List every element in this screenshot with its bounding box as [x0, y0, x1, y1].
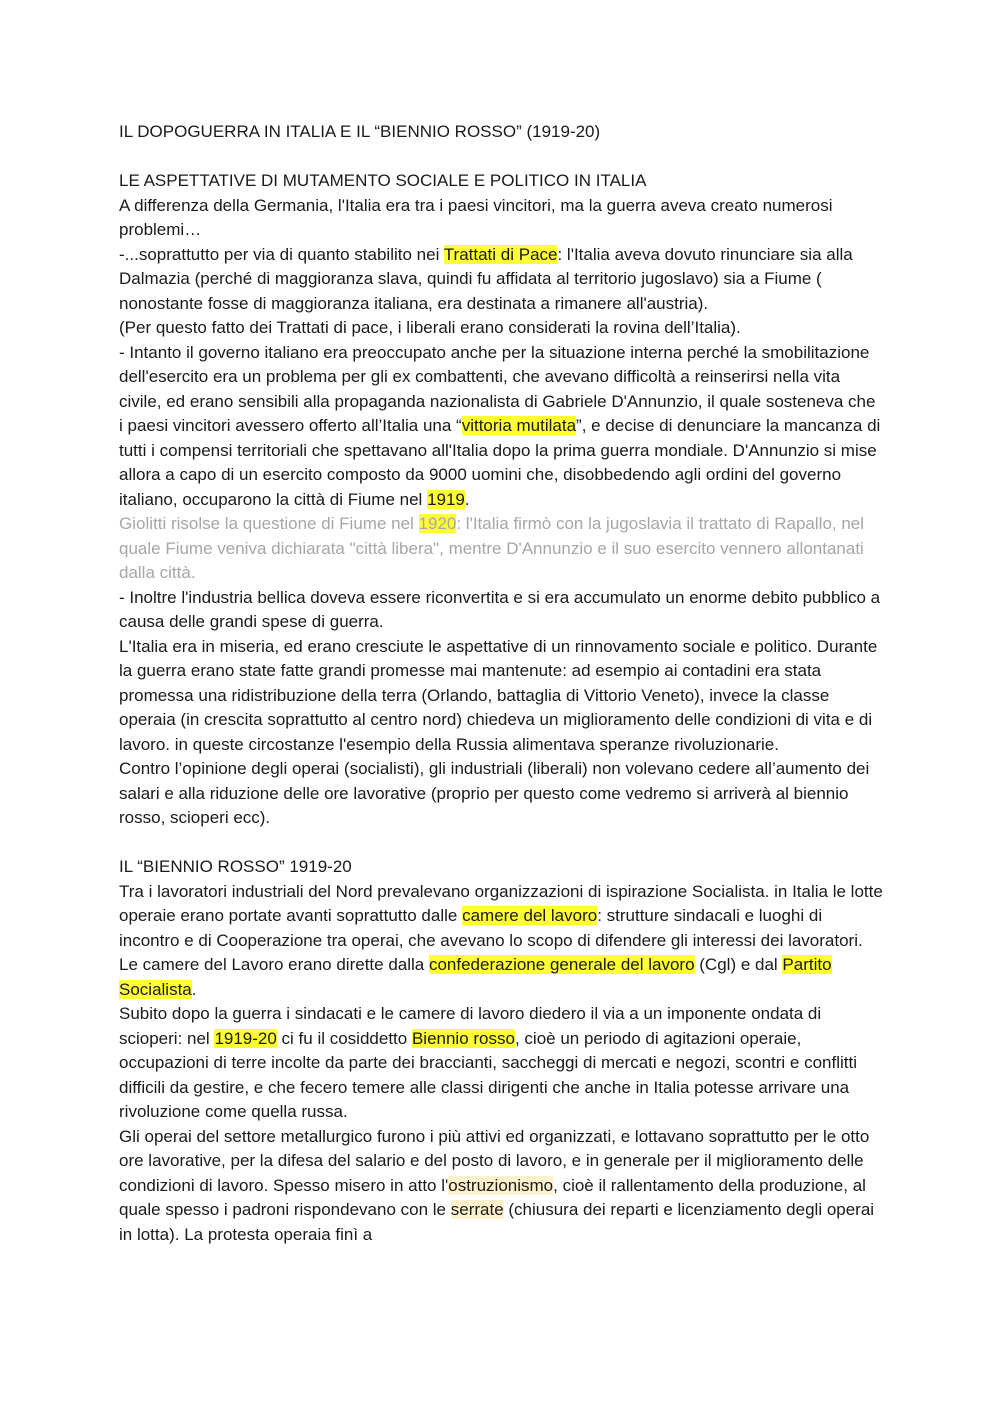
- highlighted-term: confederazione generale del lavoro: [428, 955, 695, 974]
- text-run: .: [191, 979, 197, 999]
- text-run: : l'Italia aveva dovuto rinunciare sia alla Dalmazia (perché di maggioranza slava, quindi fu affidata al territorio jugoslavo) sia a Fiume ( nonostante fosse di maggioranza italiana, era destinata a rimanere all'austria).: [119, 244, 853, 313]
- highlighted-term: 1919: [427, 489, 465, 509]
- highlighted-term: Trattati di Pace: [443, 244, 558, 264]
- highlighted-term: ostruzionismo: [448, 1175, 554, 1195]
- paragraph: - Inoltre l'industria bellica doveva essere riconvertita e si era accumulato un enorme debito pubblico a causa delle grandi spese di guerra.: [119, 587, 881, 631]
- text-run: .: [464, 489, 470, 509]
- paragraph: [119, 243, 883, 317]
- paragraph: [119, 341, 883, 513]
- paragraph: [119, 880, 883, 1003]
- document-title: IL DOPOGUERRA IN ITALIA E IL “BIENNIO ROSSO” (1919-20): [119, 122, 601, 141]
- highlighted-term: camere del lavoro: [462, 906, 598, 925]
- paragraph: (Per questo fatto dei Trattati di pace, i liberali erano considerati la rovina dell’Italia).: [119, 318, 741, 337]
- spacer: [119, 831, 883, 856]
- faded-paragraph: [119, 512, 883, 586]
- highlighted-term: Partito Socialista: [119, 955, 832, 999]
- highlighted-term: vittoria mutilata: [461, 416, 577, 435]
- section-heading-aspettative: LE ASPETTATIVE DI MUTAMENTO SOCIALE E POLITICO IN ITALIA: [119, 171, 647, 190]
- text-run: ci fu il cosiddetto: [276, 1028, 412, 1048]
- text-run: , cioè il rallentamento della produzione, al quale spesso i padroni rispondevano con le: [119, 1175, 866, 1219]
- text-run: : l'Italia firmò con la jugoslavia il trattato di Rapallo, nel quale Fiume veniva dichiarata "città libera", mentre D'Annunzio e il suo esercito vennero allontanati dalla città.: [119, 514, 865, 582]
- paragraph: L'Italia era in miseria, ed erano cresciute le aspettative di un rinnovamento sociale e politico. Durante la guerra erano state fatte grandi promesse mai mantenute: ad esempio ai contadini era stata promessa una ridistribuzione della terra (Orlando, battaglia di Vittorio Veneto), invece la classe operaia (in crescita soprattutto al centro nord) chiedeva un miglioramento delle condizioni di vita e di lavoro. in queste circostanze l'esempio della Russia alimentava speranze rivoluzionarie.: [119, 636, 878, 754]
- highlighted-term: 1920: [418, 514, 457, 533]
- text-run: ”, e decise di denunciare la mancanza di tutti i compensi territoriali che spettavano all'Italia dopo la prima guerra mondiale. D'Annunzio si mise allora a capo di un esercito composto da 9000 uomini che, disobbedendo agli ordini del governo italiano, occuparono la città di Fiume nel: [119, 416, 881, 509]
- text-run: Tra i lavoratori industriali del Nord prevalevano organizzazioni di ispirazione Socialista. in Italia le lotte operaie erano portate avanti soprattutto dalle: [119, 881, 883, 925]
- highlighted-term: 1919-20: [214, 1028, 277, 1048]
- text-run: - Intanto il governo italiano era preoccupato anche per la situazione interna perché la smobilitazione dell'esercito era un problema per gli ex combattenti, che avevano difficoltà a reinserirsi nella vita civile, ed erano sensibili alla propaganda nazionalista di Gabriele D'Annunzio, il quale sosteneva che i paesi vincitori avessero offerto all’Italia una “: [119, 342, 876, 435]
- text-run: Giolitti risolse la questione di Fiume nel: [119, 514, 419, 533]
- section-heading-biennio-rosso: IL “BIENNIO ROSSO” 1919-20: [119, 857, 352, 876]
- paragraph: Contro l’opinione degli operai (socialisti), gli industriali (liberali) non volevano cedere all’aumento dei salari e alla riduzione delle ore lavorative (proprio per questo come vedremo si arriverà al biennio rosso, scioperi ecc).: [119, 759, 870, 827]
- paragraph: A differenza della Germania, l'Italia era tra i paesi vincitori, ma la guerra aveva creato numerosi problemi…: [119, 195, 833, 239]
- text-run: Subito dopo la guerra i sindacati e le camere di lavoro diedero il via a un imponente ondata di scioperi: nel: [119, 1004, 822, 1048]
- text-run: Gli operai del settore metallurgico furono i più attivi ed organizzati, e lottavano soprattutto per le otto ore lavorative, per la difesa del salario e del posto di lavoro, e in generale per il miglioramento delle condizioni di lavoro. Spesso misero in atto l': [119, 1126, 870, 1195]
- spacer: [119, 145, 883, 170]
- text-run: , cioè un periodo di agitazioni operaie, occupazioni di terre incolte da parte dei braccianti, saccheggi di mercati e negozi, scontri e conflitti difficili da gestire, e che fecero temere alle classi dirigenti che anche in Italia potesse arrivare una rivoluzione come quella russa.: [119, 1028, 857, 1121]
- text-run: -...soprattutto per via di quanto stabilito nei: [119, 244, 444, 264]
- paragraph: [119, 1002, 883, 1125]
- document-page: [119, 120, 883, 1247]
- paragraph: [119, 1125, 883, 1248]
- highlighted-term: serrate: [450, 1200, 504, 1219]
- text-run: (Cgl) e dal: [694, 955, 783, 974]
- text-run: : strutture sindacali e luoghi di incontro e di Cooperazione tra operai, che avevano lo scopo di difendere gli interessi dei lavoratori. Le camere del Lavoro erano dirette dalla: [119, 906, 863, 974]
- text-run: (chiusura dei reparti e licenziamento degli operai in lotta). La protesta operaia finì a: [119, 1200, 875, 1244]
- highlighted-term: Biennio rosso: [411, 1028, 515, 1048]
